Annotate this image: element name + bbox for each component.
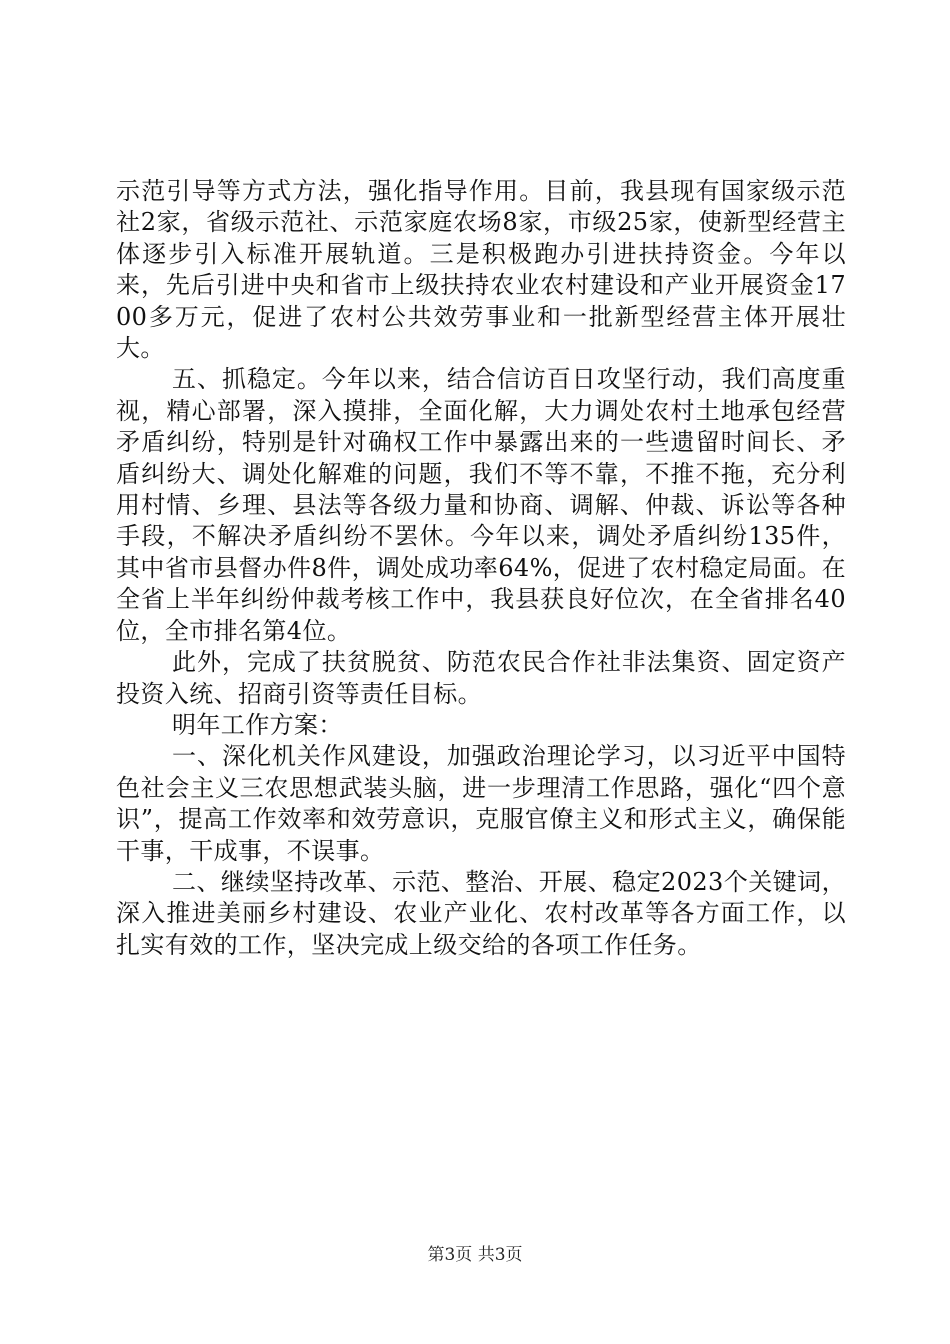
paragraph-5: 一、深化机关作风建设，加强政治理论学习，以习近平中国特色社会主义三农思想武装头脑，进一步理清工作思路，强化“四个意识”，提高工作效率和效劳意识，克服官僚主义和形式主义，确保能干事，干成事，不误事。 bbox=[116, 742, 846, 865]
page-number-footer: 第3页 共3页 bbox=[427, 1245, 523, 1265]
paragraph-4-heading: 明年工作方案： bbox=[172, 710, 343, 739]
paragraph-3: 此外，完成了扶贫脱贫、防范农民合作社非法集资、固定资产投资入统、招商引资等责任目标。 bbox=[116, 648, 846, 708]
document-body bbox=[116, 176, 846, 961]
paragraph-6: 二、继续坚持改革、示范、整治、开展、稳定2023个关键词，深入推进美丽乡村建设、农业产业化、农村改革等各方面工作，以扎实有效的工作，坚决完成上级交给的各项工作任务。 bbox=[116, 867, 846, 959]
paragraph-2: 五、抓稳定。今年以来，结合信访百日攻坚行动，我们高度重视，精心部署，深入摸排，全面化解，大力调处农村土地承包经营矛盾纠纷，特别是针对确权工作中暴露出来的一些遗留时间长、矛盾纠纷大、调处化解难的问题，我们不等不靠，不推不拖，充分利用村情、乡理、县法等各级力量和协商、调解、仲裁、诉讼等各种手段，不解决矛盾纠纷不罢休。今年以来，调处矛盾纠纷135件，其中省市县督办件8件，调处成功率64%，促进了农村稳定局面。在全省上半年纠纷仲裁考核工作中，我县获良好位次，在全省排名40位，全市排名第4位。 bbox=[116, 365, 846, 645]
paragraph-1: 示范引导等方式方法，强化指导作用。目前，我县现有国家级示范社2家，省级示范社、示范家庭农场8家，市级25家，使新型经营主体逐步引入标准开展轨道。三是积极跑办引进扶持资金。今年以来，先后引进中央和省市上级扶持农业农村建设和产业开展资金1700多万元，促进了农村公共效劳事业和一批新型经营主体开展壮大。 bbox=[116, 177, 846, 363]
